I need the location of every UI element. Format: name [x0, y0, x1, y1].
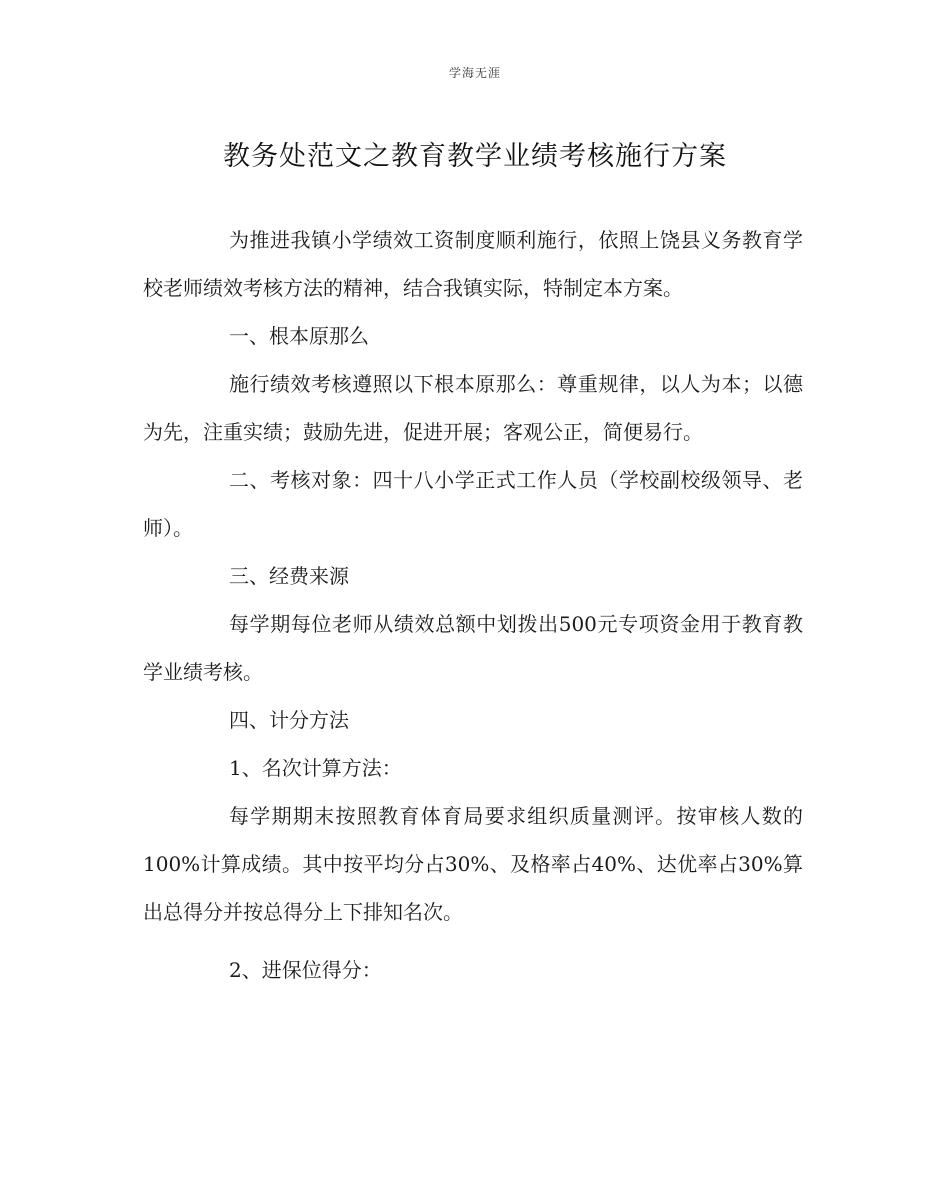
paragraph-intro: 为推进我镇小学绩效工资制度顺利施行，依照上饶县义务教育学校老师绩效考核方法的精神，结合我镇实际，特制定本方案。: [143, 228, 803, 300]
section-heading-scoring: 四、计分方法: [229, 708, 349, 732]
page-header: 学海无涯: [448, 66, 501, 80]
document-title: 教务处范文之教育教学业绩考核施行方案: [223, 141, 727, 172]
subsection-heading-position: 2、进保位得分：: [229, 958, 382, 982]
section-heading-principles: 一、根本原那么: [229, 324, 369, 348]
document-body: [143, 216, 803, 994]
section-heading-targets: 二、考核对象：四十八小学正式工作人员（学校副校级领导、老师）。: [143, 468, 803, 540]
paragraph-funding: 每学期每位老师从绩效总额中划拨出500元专项资金用于教育教学业绩考核。: [143, 612, 803, 684]
section-heading-funding: 三、经费来源: [229, 564, 349, 588]
paragraph-ranking: 每学期期末按照教育体育局要求组织质量测评。按审核人数的100%计算成绩。其中按平均分占30%、及格率占40%、达优率占30%算出总得分并按总得分上下排知名次。: [143, 804, 803, 924]
subsection-heading-ranking: 1、名次计算方法：: [229, 756, 402, 780]
paragraph-principles: 施行绩效考核遵照以下根本原那么：尊重规律，以人为本；以德为先，注重实绩；鼓励先进，促进开展；客观公正，简便易行。: [143, 372, 803, 444]
